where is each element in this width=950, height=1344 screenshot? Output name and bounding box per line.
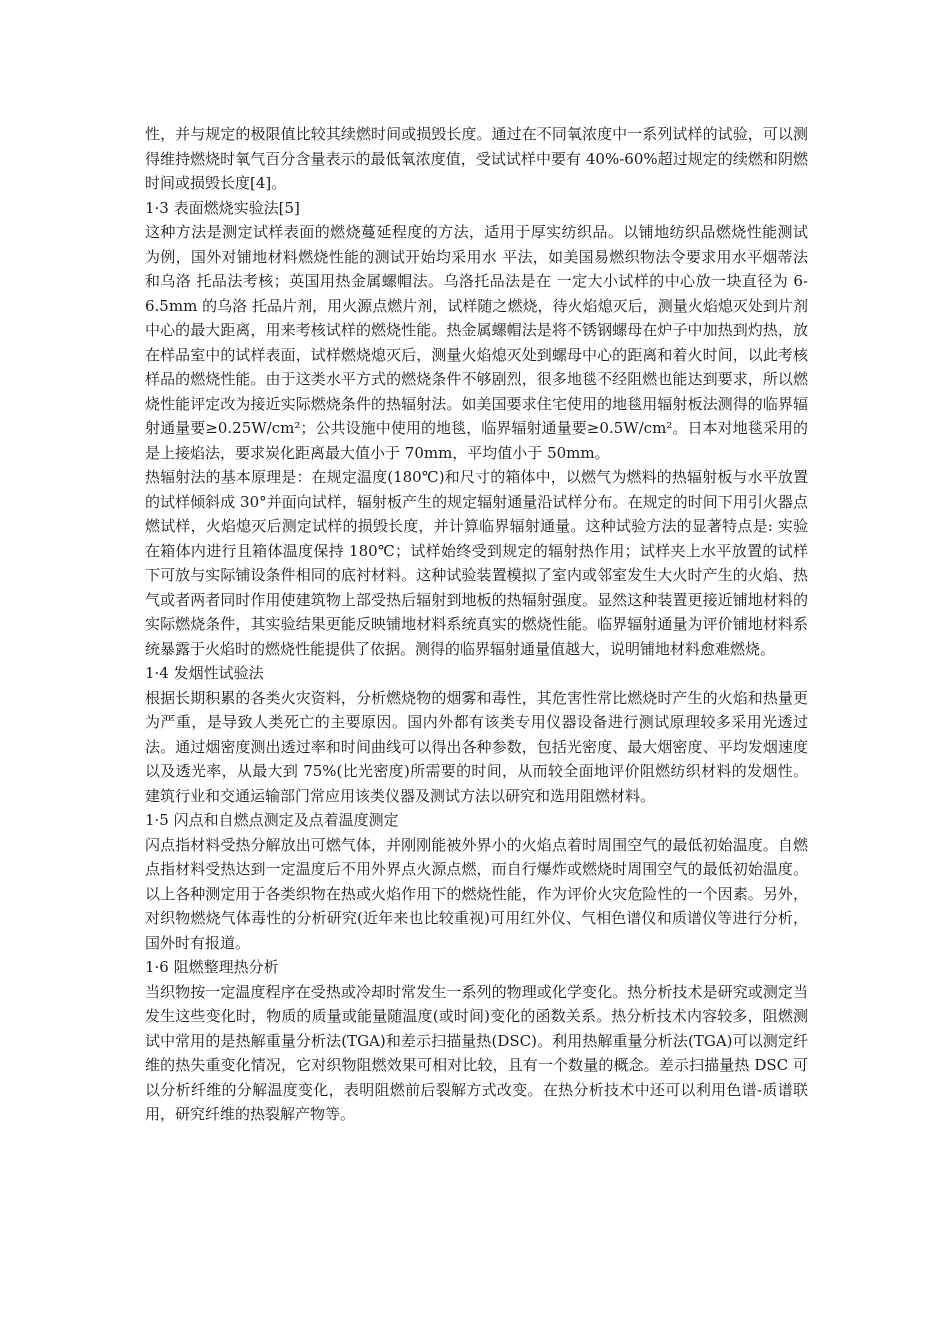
section-heading-1-3: 1·3 表面燃烧实验法[5] [145,198,300,217]
paragraph-intro: 性，并与规定的极限值比较其续燃时间或损毁长度。通过在不同氧浓度中一系列试样的试验，可以测得维持燃烧时氧气百分含量表示的最低氧浓度值，受试试样中要有 40%-60%超过规定的续燃和阴燃时间或损毁长度[4]。 [145,125,808,192]
section-heading-1-4: 1·4 发烟性试验法 [145,664,264,682]
section-heading-1-5: 1·5 闪点和自燃点测定及点着温度测定 [145,811,399,829]
paragraph-1-6-thermal-analysis: 当织物按一定温度程序在受热或冷却时常发生一系列的物理或化学变化。热分析技术是研究或测定当发生这些变化时，物质的质量或能量随温度(或时间)变化的函数关系。热分析技术内容较多，阻燃测试中常用的是热解重量分析法(TGA)和差示扫描量热(DSC)。利用热解重量分析法(TGA)可以测定纤维的热失重变化情况，它对织物阻燃效果可相对比较，且有一个数量的概念。差示扫描量热 DSC 可以分析纤维的分解温度变化，表明阻燃前后裂解方式改变。在热分析技术中还可以利用色谱-质谱联用，研究纤维的热裂解产物等。 [145,982,808,1123]
document-page [145,122,808,1127]
paragraph-1-3-radiant-method: 热辐射法的基本原理是：在规定温度(180℃)和尺寸的箱体中，以燃气为燃料的热辐射板与水平放置的试样倾斜成 30°并面向试样，辐射板产生的规定辐射通量沿试样分布。在规定的时间下用引火器点燃试样，火焰熄灭后测定试样的损毁长度，并计算临界辐射通量。这种试验方法的显著特点是: 实验在箱体内进行且箱体温度保持 180℃；试样始终受到规定的辐射热作用；试样夹上水平放置的试样下可放与实际铺设条件相同的底衬材料。这种试验装置模拟了室内或邻室发生大火时产生的火焰、热气或者两者同时作用使建筑物上部受热后辐射到地板的热辐射强度。显然这种装置更接近铺地材料的实际燃烧条件，其实验结果更能反映铺地材料系统真实的燃烧性能。临界辐射通量为评价铺地材料系统暴露于火焰时的燃烧性能提供了依据。测得的临界辐射通量值越大，说明铺地材料愈难燃烧。 [145,468,808,658]
paragraph-1-3-horizontal-methods: 这种方法是测定试样表面的燃烧蔓延程度的方法，适用于厚实纺织品。以铺地纺织品燃烧性能测试 为例，国外对铺地材料燃烧性能的测试开始均采用水 平法，如美国易燃织物法令要求用水平烟蒂法和乌洛 托品法考核；英国用热金属螺帽法。乌洛托品法是在 一定大小试样的中心放一块直径为 6-6.5mm 的乌洛 托品片剂，用火源点燃片剂，试样随之燃烧，待火焰熄灭后，测量火焰熄灭处到片剂中心的最大距离，用来考核试样的燃烧性能。热金属螺帽法是将不锈钢螺母在炉子中加热到灼热，放在样品室中的试样表面，试样燃烧熄灭后，测量火焰熄灭处到螺母中心的距离和着火时间，以此考核样品的燃烧性能。由于这类水平方式的燃烧条件不够剧烈，很多地毯不经阻燃也能达到要求，所以燃烧性能评定改为接近实际燃烧条件的热辐射法。如美国要求住宅使用的地毯用辐射板法测得的临界辐射通量要≥0.25W/cm²；公共设施中使用的地毯，临界辐射通量要≥0.5W/cm²。日本对地毯采用的是上接焰法，要求炭化距离最大值小于 70mm，平均值小于 50mm。 [145,223,808,462]
paragraph-1-4-smoke: 根据长期积累的各类火灾资料，分析燃烧物的烟雾和毒性，其危害性常比燃烧时产生的火焰和热量更为严重，是导致人类死亡的主要原因。国内外都有该类专用仪器设备进行测试原理较多采用光透过法。通过烟密度测出透过率和时间曲线可以得出各种参数，包括光密度、最大烟密度、平均发烟速度以及透光率，从最大到 75%(比光密度)所需要的时间，从而较全面地评价阻燃纺织材料的发烟性。建筑行业和交通运输部门常应用该类仪器及测试方法以研究和选用阻燃材料。 [145,688,808,805]
section-heading-1-6: 1·6 阻燃整理热分析 [145,958,279,976]
paragraph-1-5-flash-point: 闪点指材料受热分解放出可燃气体，并刚刚能被外界小的火焰点着时周围空气的最低初始温度。自燃点指材料受热达到一定温度后不用外界点火源点燃，而自行爆炸或燃烧时周围空气的最低初始温度。以上各种测定用于各类织物在热或火焰作用下的燃烧性能，作为评价火灾危险性的一个因素。另外，对织物燃烧气体毒性的分析研究(近年来也比较重视)可用红外仪、气相色谱仪和质谱仪等进行分析，国外时有报道。 [145,835,808,952]
